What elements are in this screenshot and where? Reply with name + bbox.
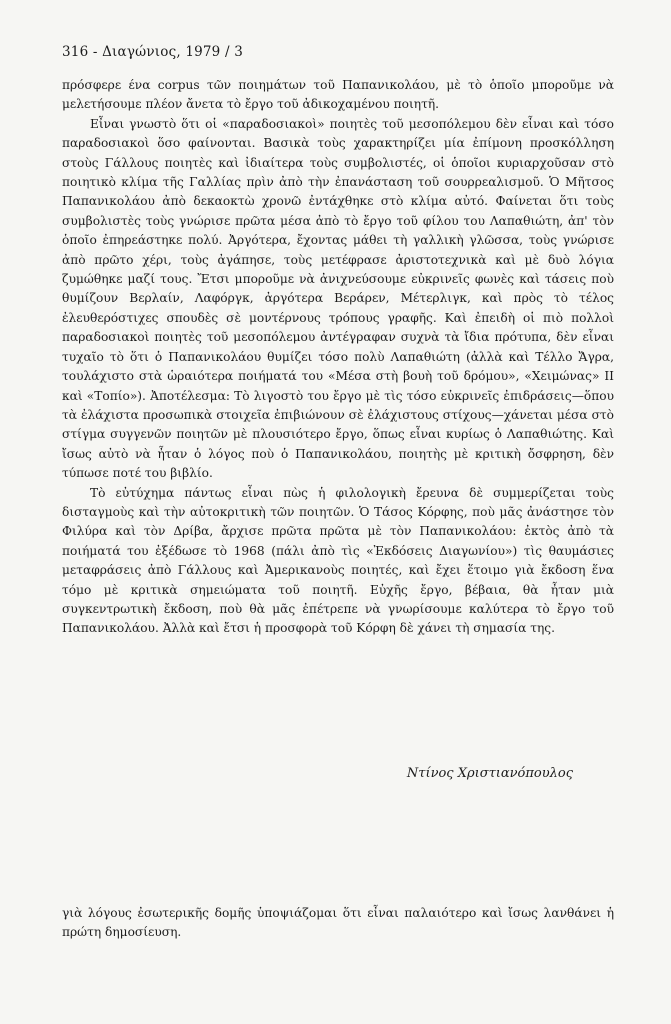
paragraph-continuation: πρόσφερε ένα corpus τῶν ποιημάτων τοῦ Παπανικολάου, μὲ τὸ ὁποῖο μποροῦμε νὰ μελετήσουμε πλέον ἄνετα τὸ ἔργο τοῦ ἀδικοχαμένου ποιητῆ. [62,78,614,112]
paragraph-symbolists: Εἶναι γνωστὸ ὅτι οἱ «παραδοσιακοὶ» ποιητὲς τοῦ μεσοπόλεμου δὲν εἶναι καὶ τόσο παραδοσιακοὶ ὅσο φαίνονται. Βασικὰ τοὺς χαρακτηρίζει μία ἐπίμονη προσκόλληση στοὺς Γάλλους ποιητὲς καὶ ἰδιαίτερα τοὺς συμβολιστές, οἱ ὁποῖοι κυριαρχοῦσαν στὸ ποιητικὸ κλίμα τῆς Γαλλίας πρὶν ἀπὸ τὴν ἐπανάσταση τοῦ σουρρεαλισμοῦ. Ὁ Μῆτσος Παπανικολάου ἀπὸ δεκαοκτὼ χρονῶ ἐντάχθηκε στὸ κλίμα αὐτό. Φαίνεται ὅτι τοὺς συμβολιστὲς τοὺς γνώρισε πρῶτα μέσα ἀπὸ τὸ ἔργο τοῦ φίλου του Λαπαθιώτη, ἀπ' τὸν ὁποῖο ἐπηρεάστηκε πολύ. Ἀργότερα, ἔχοντας μάθει τὴ γαλλικὴ γλῶσσα, τοὺς γνώρισε ἀπὸ πρῶτο χέρι, τοὺς ἀγάπησε, τοὺς μετέφρασε ἀριστοτεχνικὰ καὶ μὲ δυὸ λόγια ζυμώθηκε μαζί τους. Ἔτσι μποροῦμε νὰ ἀνιχνεύσουμε εὐκρινεῖς φωνὲς καὶ τάσεις ποὺ θυμίζουν Βερλαίν, Λαφόργκ, ἀργότερα Βεράρεν, Μέτερλιγκ, καὶ πρὸς τὸ τέλος ἐλευθερόστιχες σπουδὲς σὲ μοντέρνους τρόπους γραφῆς. Καὶ ἐπειδὴ οἱ πιὸ πολλοὶ παραδοσιακοὶ ποιητὲς τοῦ μεσοπόλεμου ἀντέγραφαν συχνὰ τὰ ἴδια πρότυπα, δὲν εἶναι τυχαῖο τὸ ὅτι ὁ Παπανικολάου θυμίζει τόσο πολὺ Λαπαθιώτη (ἀλλὰ καὶ Τέλλο Ἄγρα, τουλάχιστο στὰ ὡραιότερα ποιήματά του «Μέσα στὴ βουὴ τοῦ δρόμου», «Χειμώνας» ΙΙ καὶ «Τοπίο»). Ἀποτέλεσμα: Τὸ λιγοστὸ του ἔργο μὲ τὶς τόσο εὐκρινεῖς ἐπιδράσεις—ὅπου τὰ ἐλάχιστα προσωπικὰ στοιχεῖα ἐπιβιώνουν σὲ ἐλάχιστους στίχους—χάνεται μέσα στὸ στίγμα συγγενῶν ποιητῶν μὲ πλουσιότερο ἔργο, ὅπως εἶναι κυρίως ὁ Λαπαθιώτης. Καὶ ἴσως αὐτὸ νὰ ἦταν ὁ λόγος ποὺ ὁ Παπανικολάου, ποιητὴς μὲ κριτικὴ ὄσφρηση, δὲν τύπωσε ποτέ του βιβλίο. [62,116,614,481]
article-body [62,76,614,639]
footnote: γιὰ λόγους ἐσωτερικῆς δομῆς ὑποψιάζομαι ὅτι εἶναι παλαιότερο καὶ ἴσως λανθάνει ἡ πρώτη δημοσίευση. [62,906,614,940]
running-head: 316 - Διαγώνιος, 1979 / 3 [62,44,243,60]
author-signature: Ντίνος Χριστιανόπουλος [406,766,573,781]
paragraph-philological-research: Τὸ εὐτύχημα πάντως εἶναι πὼς ἡ φιλολογικὴ ἔρευνα δὲ συμμερίζεται τοὺς δισταγμοὺς καὶ τὴν αὐτοκριτικὴ τῶν ποιητῶν. Ὁ Τάσος Κόρφης, ποὺ μᾶς ἀνάστησε τὸν Φιλύρα καὶ τὸν Δρίβα, ἄρχισε πρῶτα πρῶτα μὲ τὸν Παπανικολάου: ἐκτὸς ἀπὸ τὰ ποιήματά του ἐξέδωσε τὸ 1968 (πάλι ἀπὸ τὶς «Ἐκδόσεις Διαγωνίου») τὶς θαυμάσιες μεταφράσεις ἀπὸ Γάλλους καὶ Ἀμερικανοὺς ποιητές, καὶ ἔχει ἕτοιμο γιὰ ἔκδοση ἕνα τόμο μὲ κριτικὰ σημειώματα τοῦ ποιητῆ. Εὐχῆς ἔργο, βέβαια, θὰ ἦταν μιὰ συγκεντρωτικὴ ἔκδοση, ποὺ θὰ μᾶς ἐπέτρεπε νὰ γνωρίσουμε καλύτερα τὸ ἔργο τοῦ Παπανικολάου. Ἀλλὰ καὶ ἔτσι ἡ προσφορὰ τοῦ Κόρφη δὲ χάνει τὴ σημασία της. [62,485,614,636]
